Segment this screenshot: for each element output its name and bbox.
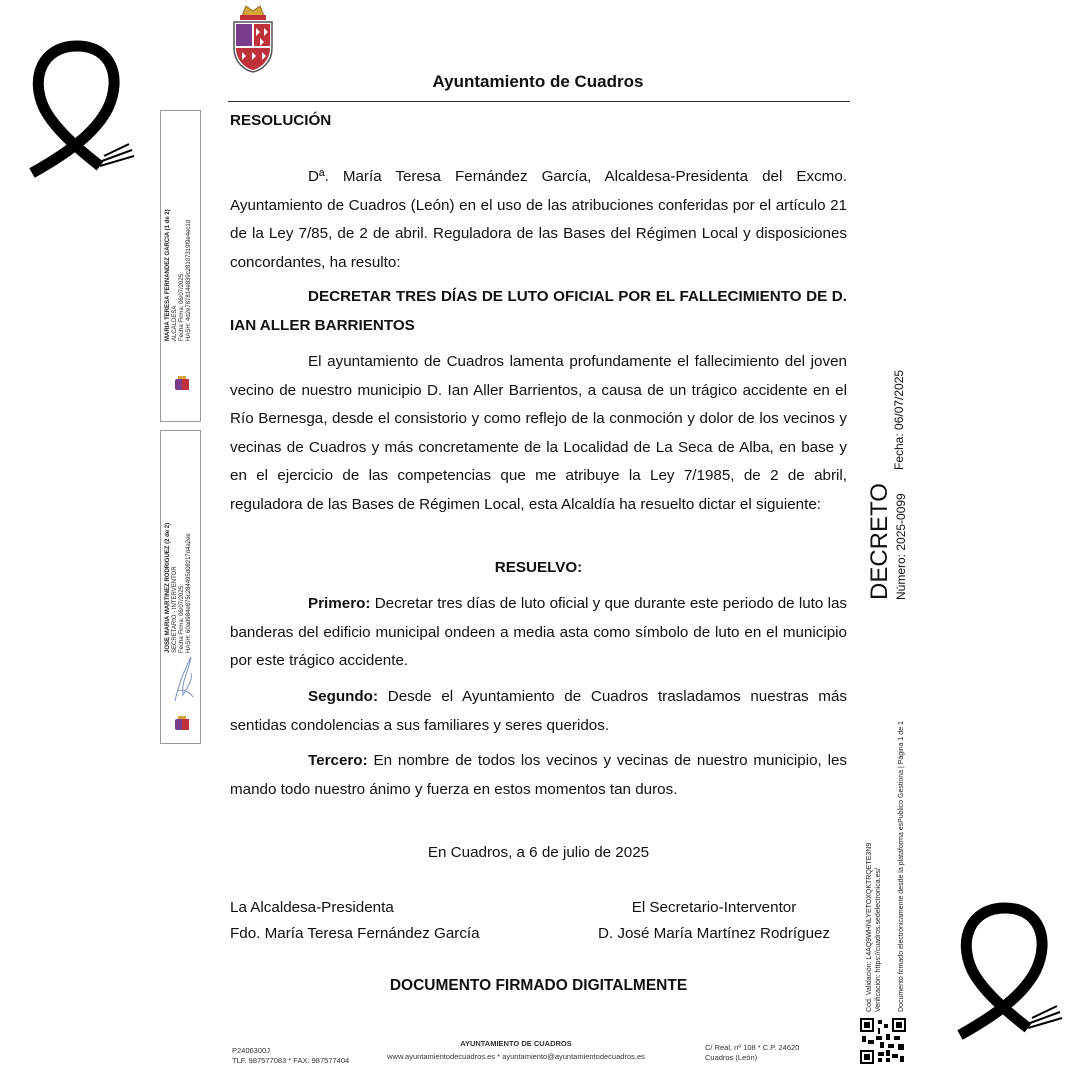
signature-role: El Secretario-Interventor xyxy=(631,899,797,916)
footer-address: C/ Real, nº 108 * C.P. 24620 xyxy=(705,1043,800,1052)
header-divider xyxy=(228,101,850,102)
footer-left xyxy=(232,1046,349,1066)
seal-icon xyxy=(173,375,191,393)
decree-title: DECRETAR TRES DÍAS DE LUTO OFICIAL POR EL FALLECIMIENTO DE D. IAN ALLER BARRIENTOS xyxy=(230,288,847,334)
signature-stamp-second xyxy=(160,430,201,744)
stamp-line: HASH: 4d2e787814e839c28107319f9e4ec1d xyxy=(186,219,192,341)
handwritten-signature-icon xyxy=(169,651,197,711)
qr-code-icon[interactable] xyxy=(860,1018,906,1064)
coat-of-arms-icon xyxy=(228,2,278,74)
stamp-line: HASH: 60ad984e875c284495d08217d4a2ee xyxy=(186,533,192,653)
place-date: En Cuadros, a 6 de julio de 2025 xyxy=(427,844,650,861)
stamp-line: Fecha Firma: 06/07/2025 xyxy=(179,273,185,341)
decree-date: Fecha: 06/07/2025 xyxy=(892,369,906,470)
stamp-text xyxy=(165,423,193,653)
point-label: Primero: xyxy=(308,595,371,612)
footer-center xyxy=(366,1039,666,1062)
stamp-line: ALCALDESA xyxy=(172,305,178,341)
stamp-line: JOSE MARIA MARTINEZ RODRIGUEZ (2 de 2) xyxy=(165,522,171,653)
signature-role: La Alcaldesa-Presidenta xyxy=(230,899,394,916)
decree-stamp xyxy=(866,483,908,600)
verification-url: Verificación: https://cuadros.sedelectronica.es/ xyxy=(874,868,882,1012)
point-label: Segundo: xyxy=(308,688,379,705)
mourning-ribbon-icon xyxy=(22,38,137,178)
footer-phone: TLF. 987577083 * FAX. 987577404 xyxy=(232,1056,350,1065)
footer-title: AYUNTAMIENTO DE CUADROS xyxy=(460,1039,572,1048)
footer-city: Cuadros (León) xyxy=(705,1053,758,1062)
decree-number: Número: 2025-0099 xyxy=(894,493,908,600)
footer-right xyxy=(705,1043,799,1063)
page-title: Ayuntamiento de Cuadros xyxy=(432,72,644,91)
verification-platform: Documento firmado electrónicamente desde la plataforma esPublico Gestiona | Página 1 de 1 xyxy=(898,721,905,1012)
seal-icon xyxy=(173,715,191,733)
signature-name: D. José María Martínez Rodríguez xyxy=(597,925,831,942)
point-third xyxy=(230,747,847,804)
signature-stamp-first xyxy=(160,110,201,422)
verification-code: Cód. Validación: L4AQ9WHNLYETOXQKTRQETE3N9 xyxy=(866,842,873,1012)
resolution-heading: RESOLUCIÓN xyxy=(230,112,332,129)
signed-notice: DOCUMENTO FIRMADO DIGITALMENTE xyxy=(389,977,688,994)
signature-right xyxy=(588,895,840,947)
point-text: Decretar tres días de luto oficial y que durante este periodo de luto las banderas del edificio municipal ondeen a media asta como símbolo de luto en el municipio por este trágico accidente. xyxy=(230,595,847,669)
footer-nif: P2406300J xyxy=(232,1046,270,1055)
point-text: Desde el Ayuntamiento de Cuadros trasladamos nuestras más sentidas condolencias a sus familiares y seres queridos. xyxy=(230,688,847,734)
footer-web: www.ayuntamientodecuadros.es * ayuntamiento@ayuntamientodecuadros.es xyxy=(387,1052,645,1061)
decree-label: DECRETO xyxy=(866,483,893,600)
resuelvo-heading: RESUELVO: xyxy=(494,559,583,576)
point-text: En nombre de todos los vecinos y vecinas de nuestro municipio, les mando todo nuestro ánimo y fuerza en estos momentos tan duros. xyxy=(230,752,847,798)
point-label: Tercero: xyxy=(308,752,368,769)
signature-left xyxy=(230,895,480,947)
mourning-ribbon-icon xyxy=(950,900,1065,1040)
stamp-line: SECRETARIO - INTERVENTOR xyxy=(172,566,178,653)
verification-text xyxy=(866,843,883,1012)
body-paragraph: El ayuntamiento de Cuadros lamenta profundamente el fallecimiento del joven vecino de nuestro municipio D. Ian Aller Barrientos, a causa de un trágico accidente en el Río Bernesga, desde el consistorio y como reflejo de la conmoción y dolor de los vecinos y vecinas de Cuadros y más concretamente de la Localidad de La Seca de Alba, en base y en el ejercicio de las competencias que me atribuye la Ley 7/1985, de 2 de abril, reguladora de las Bases de Régimen Local, esta Alcaldía ha resuelto dictar el siguiente: xyxy=(230,353,847,513)
point-second xyxy=(230,683,847,740)
intro-paragraph: Dª. María Teresa Fernández García, Alcaldesa-Presidenta del Excmo. Ayuntamiento de Cuadros (León) en el uso de las atribuciones conferidas por el artículo 21 de la Ley 7/85, de 2 de abril. Reguladora de las Bases del Régimen Local y disposiciones concordantes, ha resulto: xyxy=(230,168,847,271)
stamp-text xyxy=(165,111,193,341)
stamp-line: MARIA TERESA FERNANDEZ GARCIA (1 de 2) xyxy=(165,209,171,341)
point-first xyxy=(230,590,847,676)
stamp-line: Fecha Firma: 06/07/2025 xyxy=(179,585,185,653)
signature-name: Fdo. María Teresa Fernández García xyxy=(230,925,480,942)
